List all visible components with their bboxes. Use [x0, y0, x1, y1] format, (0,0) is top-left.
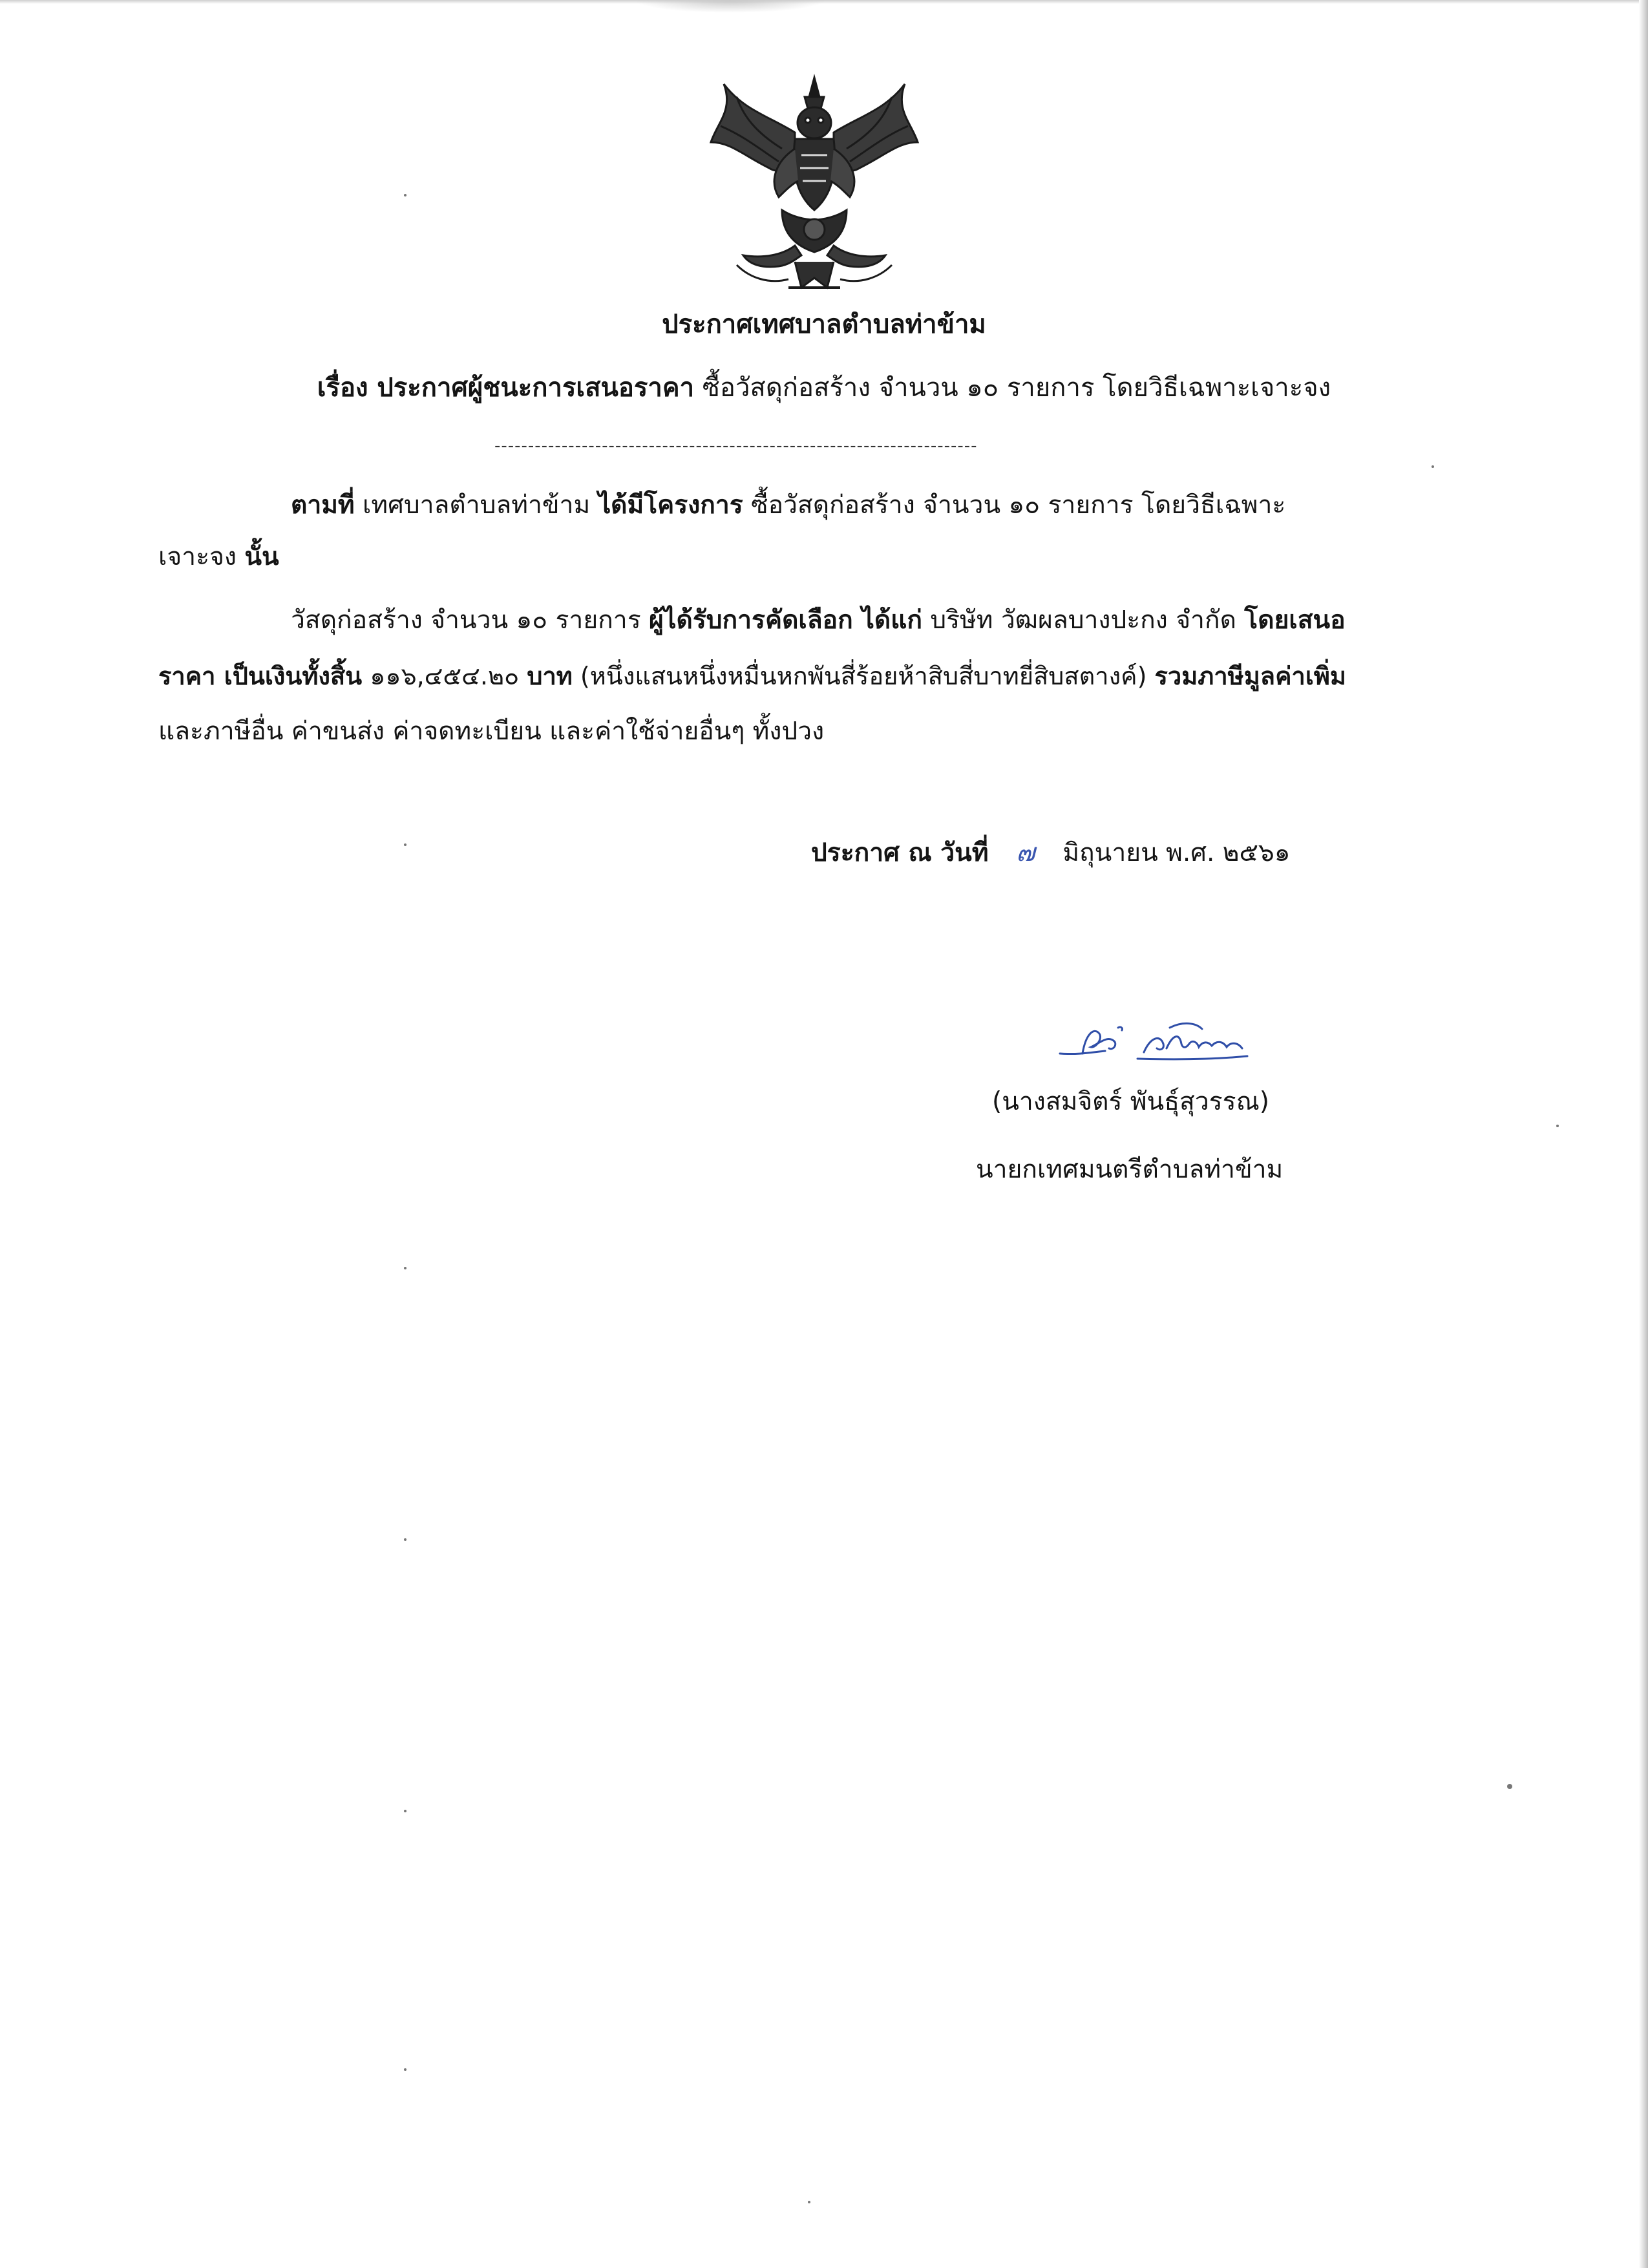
handwritten-signature	[1053, 1008, 1260, 1079]
p1-project-label: ได้มีโครงการ	[598, 491, 743, 520]
subject-text: ซื้อวัสดุก่อสร้าง จำนวน ๑๐ รายการ โดยวิธีเฉพาะเจาะจง	[702, 373, 1331, 403]
signatory-name: (นางสมจิตร์ พันธุ์สุวรรณ)	[992, 1087, 1270, 1116]
paragraph-2-line-2	[158, 657, 1346, 695]
scan-speck	[404, 1810, 407, 1812]
p1-lead: ตามที่	[291, 491, 355, 520]
scan-speck	[404, 194, 407, 196]
p1-agency: เทศบาลตำบลท่าข้าม	[354, 491, 598, 520]
date-month-year: มิถุนายน พ.ศ. ๒๕๖๑	[1062, 838, 1291, 867]
subject-label: เรื่อง ประกาศผู้ชนะการเสนอราคา	[317, 373, 695, 403]
page-title: ประกาศเทศบาลตำบลท่าข้าม	[662, 310, 986, 339]
signatory-position: นายกเทศมนตรีตำบลท่าข้าม	[976, 1155, 1284, 1184]
p2-item: วัสดุก่อสร้าง จำนวน ๑๐ รายการ	[291, 606, 650, 635]
divider-line: ------------------------------------------------------------------------	[494, 436, 978, 456]
p2-amount: ๑๑๖,๔๕๔.๒๐	[362, 662, 527, 690]
scan-shadow	[633, 0, 827, 13]
paragraph-1-line-2	[158, 538, 279, 577]
scan-speck	[404, 2068, 407, 2071]
p2-fees: และภาษีอื่น ค่าขนส่ง ค่าจดทะเบียน และค่าใช้จ่ายอื่นๆ ทั้งปวง	[158, 717, 825, 746]
scan-speck	[1556, 1125, 1559, 1127]
scan-speck	[404, 843, 407, 846]
scan-speck	[1507, 1784, 1512, 1789]
subject-line	[0, 368, 1648, 407]
scan-speck	[404, 1267, 407, 1269]
p1-end-word: นั้น	[244, 542, 279, 571]
p1-project: ซื้อวัสดุก่อสร้าง จำนวน ๑๐ รายการ โดยวิธีเฉพาะ	[743, 491, 1286, 520]
scan-speck	[808, 2201, 810, 2203]
p2-vat-label: รวมภาษีมูลค่าเพิ่ม	[1154, 662, 1346, 690]
paragraph-1-line-1	[291, 486, 1285, 525]
scan-speck	[1431, 465, 1434, 468]
p2-amount-words: (หนึ่งแสนหนึ่งหมื่นหกพันสี่ร้อยห้าสิบสี่บาทยี่สิบสตางค์)	[572, 662, 1155, 690]
date-day-handwritten: ๗	[1016, 838, 1035, 867]
paragraph-2-line-1	[291, 601, 1346, 640]
paragraph-2-line-3	[158, 712, 824, 751]
announcement-date	[811, 834, 1291, 873]
p1-method-end: เจาะจง	[158, 542, 245, 571]
p2-company: บริษัท วัฒผลบางปะกง จำกัด	[922, 606, 1245, 635]
p2-price-label: ราคา เป็นเงินทั้งสิ้น	[158, 662, 363, 690]
scan-speck	[404, 1538, 407, 1541]
p2-currency: บาท	[527, 662, 573, 690]
date-prefix: ประกาศ ณ วันที่	[811, 838, 989, 867]
garuda-emblem-icon	[698, 71, 931, 297]
p2-offer-label: โดยเสนอ	[1244, 606, 1346, 635]
p2-selected-label: ผู้ได้รับการคัดเลือก ได้แก่	[649, 606, 922, 635]
